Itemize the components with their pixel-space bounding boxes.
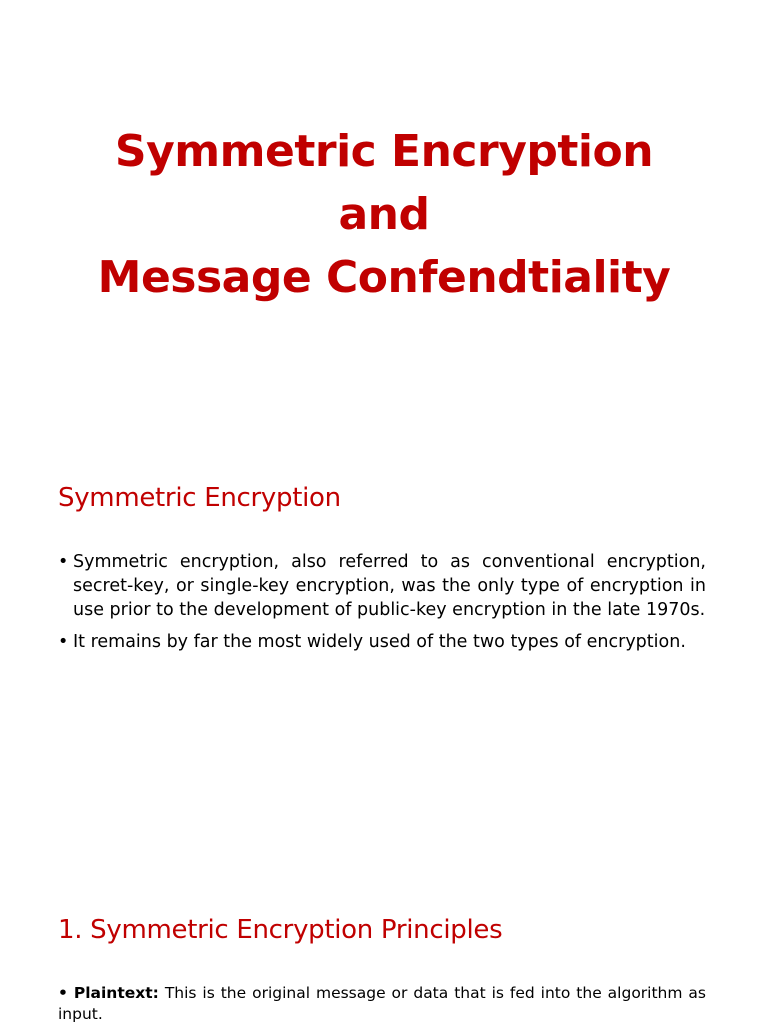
plaintext-definition: [58, 983, 706, 1024]
section-heading-principles: 1. Symmetric Encryption Principles: [58, 915, 503, 945]
bullet-icon: •: [58, 552, 69, 572]
title-line-2: and: [338, 189, 430, 240]
bullet-icon: •: [58, 984, 68, 1002]
definition-text: This is the original message or data that is fed into the algorithm as input.: [58, 984, 706, 1023]
bullet-item: [58, 630, 706, 654]
bullet-text: Symmetric encryption, also referred to as conventional encryption, secret-key, or single-key encryption, was the only type of encryption in use prior to the development of public-key encryption in the late 1970s.: [73, 552, 706, 620]
bullet-icon: •: [58, 632, 69, 652]
section-heading-symmetric-encryption: Symmetric Encryption: [58, 483, 341, 513]
document-title: [0, 120, 768, 309]
bullet-text: It remains by far the most widely used of the two types of encryption.: [73, 632, 686, 652]
bullet-list: [58, 550, 706, 662]
definition-term: Plaintext:: [73, 984, 159, 1002]
title-line-1: Symmetric Encryption: [114, 126, 654, 177]
title-line-3: Message Confendtiality: [97, 252, 671, 303]
bullet-item: [58, 550, 706, 622]
